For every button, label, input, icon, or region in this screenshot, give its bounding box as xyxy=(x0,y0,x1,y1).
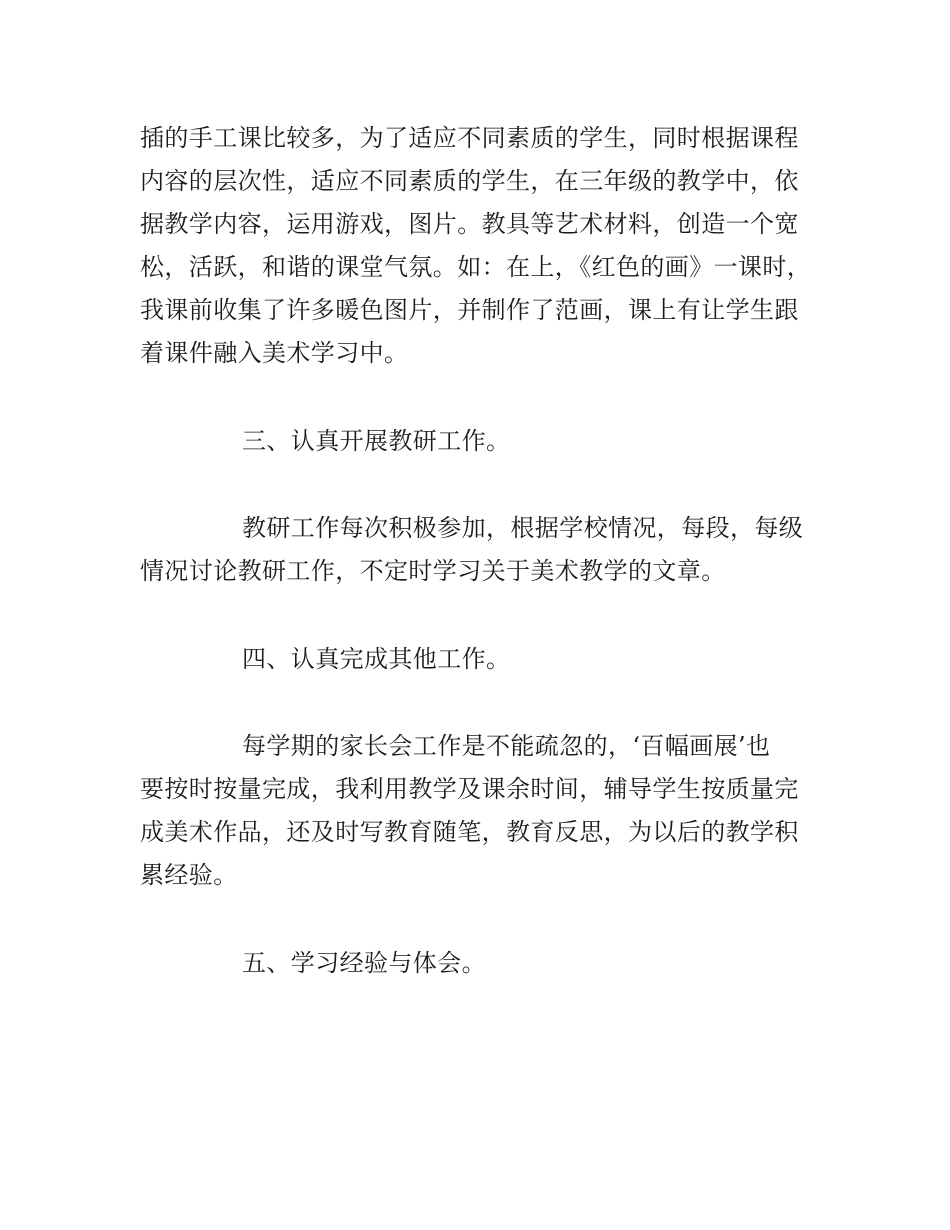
paragraph-line: 插的手工课比较多，为了适应不同素质的学生，同时根据课程 xyxy=(140,124,799,152)
section-heading: 四、认真完成其他工作。 xyxy=(242,645,511,673)
paragraph-line: 着课件融入美术学习中。 xyxy=(140,339,409,367)
paragraph-line: 累经验。 xyxy=(140,861,238,889)
paragraph-line: 松，活跃，和谐的课堂气氛。如：在上，《红色的画》一课时， xyxy=(140,253,812,281)
paragraph-line: 要按时按量完成，我利用教学及课余时间，辅导学生按质量完 xyxy=(140,775,799,803)
paragraph-line: 我课前收集了许多暖色图片，并制作了范画，课上有让学生跟 xyxy=(140,296,799,324)
paragraph-line: 教研工作每次积极参加，根据学校情况，每段，每级 xyxy=(242,514,804,542)
paragraph-line: 据教学内容，运用游戏，图片。教具等艺术材料，创造一个宽 xyxy=(140,210,799,238)
section-heading: 五、学习经验与体会。 xyxy=(242,949,486,977)
paragraph-line: 内容的层次性，适应不同素质的学生，在三年级的教学中，依 xyxy=(140,167,799,195)
paragraph-line: 成美术作品，还及时写教育随笔，教育反思，为以后的教学积 xyxy=(140,818,799,846)
section-heading: 三、认真开展教研工作。 xyxy=(242,427,511,455)
paragraph-line: 情况讨论教研工作，不定时学习关于美术教学的文章。 xyxy=(140,557,726,585)
paragraph-line: 每学期的家长会工作是不能疏忽的，‘百幅画展’也 xyxy=(242,732,771,760)
